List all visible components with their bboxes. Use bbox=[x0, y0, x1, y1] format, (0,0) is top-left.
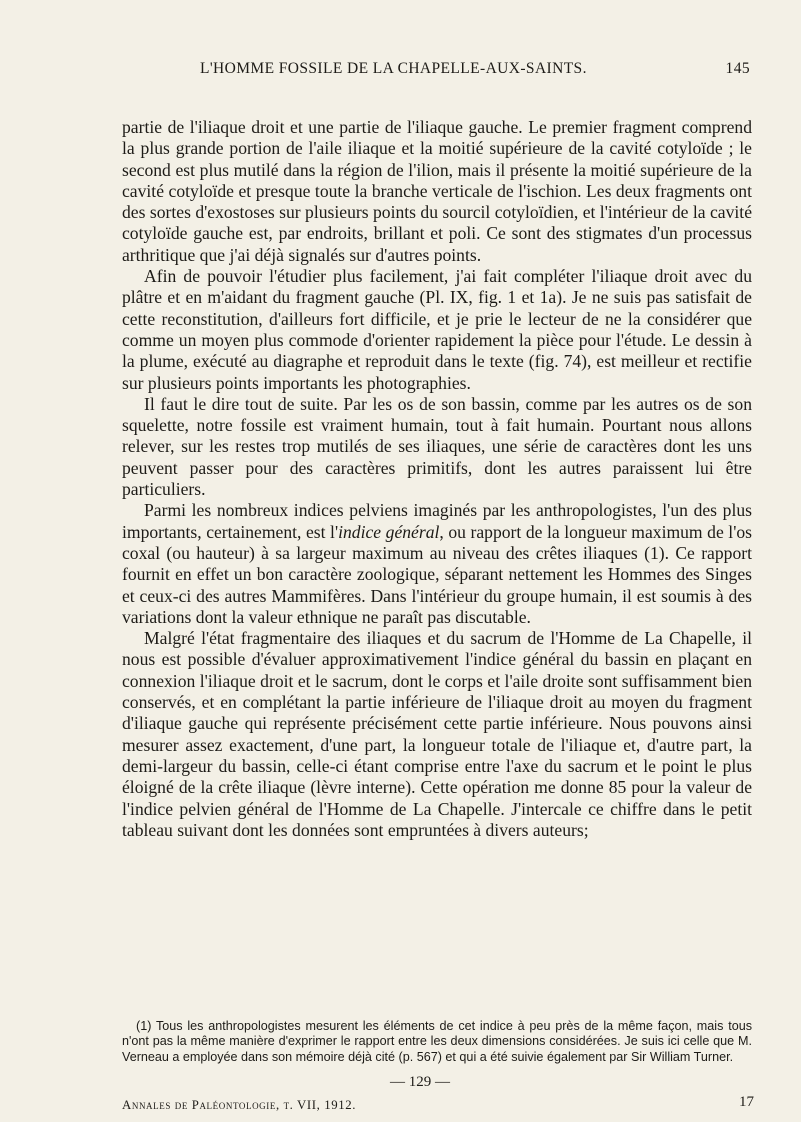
paragraph-4-part-1: Parmi les nombreux indices pelviens imaginés par les anthropologistes, l'un des plus importants, certainement, est l' bbox=[122, 500, 752, 542]
paragraph-4-part-2: , ou rapport de la longueur maximum de l'os coxal (ou hauteur) à sa largeur maximum au niveau des crêtes iliaques (1). Ce rapport fournit en effet un bon caractère zoologique, séparant nettement les Hommes des Singes et ceux-ci des autres Mammifères. Dans l'intérieur du groupe humain, il est soumis à des variations dont la valeur ethnique ne paraît pas discutable. bbox=[122, 521, 753, 627]
paragraph-4 bbox=[122, 500, 752, 628]
paragraph-3: Il faut le dire tout de suite. Par les os de son bassin, comme par les autres os de son squelette, notre fossile est vraiment humain, tout à fait humain. Pourtant nous allons relever, sur les restes trop mutilés de ses iliaques, une série de caractères dont les uns peuvent passer pour des caractères primitifs, dont les autres paraissent lui être particuliers. bbox=[122, 393, 752, 500]
footnote bbox=[122, 1019, 752, 1065]
signature-mark: 17 bbox=[739, 1094, 754, 1110]
page-number: 145 bbox=[725, 60, 750, 77]
paragraph-5: Malgré l'état fragmentaire des iliaques et du sacrum de l'Homme de La Chapelle, il nous est possible d'évaluer approximativement l'indice général du bassin en plaçant en connexion l'iliaque droit et le sacrum, dont le corps et l'aile droite sont suffisamment bien conservés, et en complétant la partie inférieure de l'iliaque droit au moyen du fragment d'iliaque gauche qui représente précisément cette partie inférieure. Nous pouvons ainsi mesurer assez exactement, d'une part, la longueur totale de l'iliaque et, d'autre part, la demi-largeur du bassin, celle-ci étant comprise entre l'axe du sacrum et le point le plus éloigné de la crête iliaque (lèvre interne). Cette opération me donne 85 pour la valeur de l'indice pelvien général de l'Homme de La Chapelle. J'intercale ce chiffre dans le petit tableau suivant dont les données sont empruntées à divers auteurs; bbox=[122, 628, 752, 840]
running-header bbox=[122, 60, 752, 84]
journal-citation: Annales de Paléontologie, t. VII, 1912. bbox=[122, 1098, 356, 1112]
paragraph-1: partie de l'iliaque droit et une partie de l'iliaque gauche. Le premier fragment comprend la plus grande portion de l'aile iliaque et la moitié supérieure de la cavité cotyloïde ; le second est plus mutilé dans la région de l'ilion, mais il présente la moitié supérieure de la cavité cotyloïde et presque toute la branche verticale de l'ischion. Les deux fragments ont des sortes d'exostoses sur plusieurs points du sourcil cotyloïdien, et l'intérieur de la cavité cotyloïde gauche est, par endroits, brillant et poli. Ce sont des stigmates d'un processus arthritique que j'ai déjà signalés sur d'autres points. bbox=[122, 117, 752, 265]
paragraph-2: Afin de pouvoir l'étudier plus facilement, j'ai fait compléter l'iliaque droit avec du plâtre et en m'aidant du fragment gauche (Pl. IX, fig. 1 et 1a). Je ne suis pas satisfait de cette reconstitution, d'ailleurs fort difficile, et je prie le lecteur de ne la considérer que comme un moyen plus commode d'orienter rapidement la pièce pour l'étude. Le dessin à la plume, exécuté au diagraphe et reproduit dans le texte (fig. 74), est meilleur et rectifie sur plusieurs points importants les photographies. bbox=[122, 266, 752, 393]
main-text bbox=[122, 117, 752, 841]
page-footer bbox=[0, 1074, 801, 1120]
center-page-number: — 129 — bbox=[390, 1074, 450, 1090]
running-title: L'HOMME FOSSILE DE LA CHAPELLE-AUX-SAINTS. bbox=[200, 60, 587, 77]
indice-general-term: indice général bbox=[338, 521, 440, 542]
footnote-text: (1) Tous les anthropologistes mesurent les éléments de cet indice à peu près de la même façon, mais tous n'ont pas la même manière d'exprimer le rapport entre les deux dimensions considérées. Je suis ici celle que M. Verneau a employée dans son mémoire déjà cité (p. 567) et qui a été suivie également par Sir William Turner. bbox=[122, 1019, 752, 1064]
